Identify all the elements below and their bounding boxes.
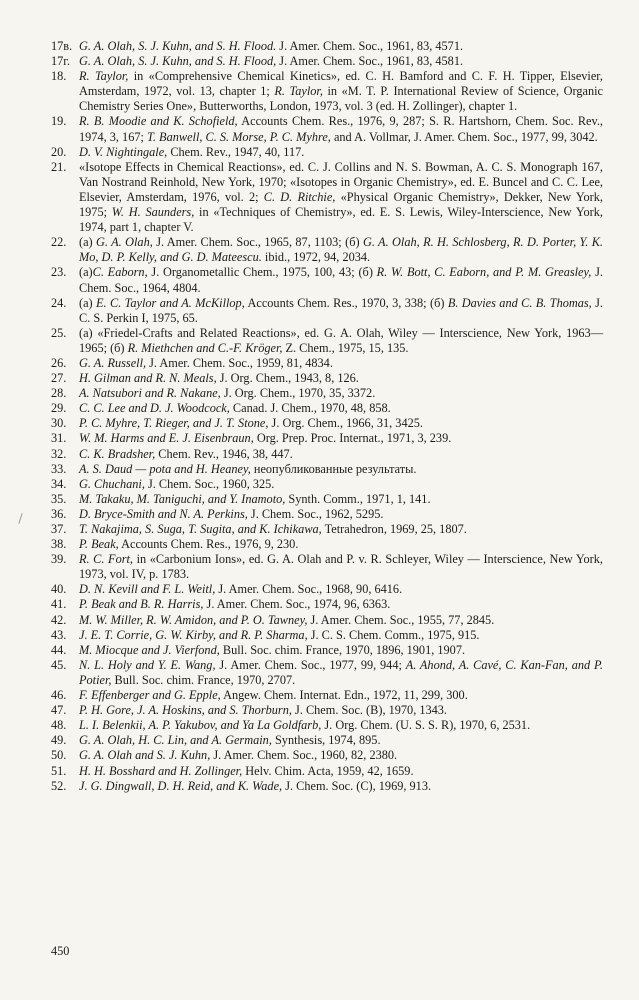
reference-citation: J. Amer. Chem. Soc., 1965, 87, 1103; (б) [152, 235, 363, 250]
reference-authors: P. Beak and B. R. Harris, [79, 597, 204, 612]
reference-authors: D. V. Nightingale, [79, 144, 168, 159]
reference-citation: J. Amer. Chem. Soc., 1977, 99, 944; [215, 657, 406, 672]
reference-citation: J. Org. Chem. (U. S. S. R), 1970, 6, 2531. [321, 718, 531, 733]
reference-number: 39. [51, 552, 67, 567]
reference-authors: E. C. Taylor and A. McKillop, [96, 295, 245, 310]
reference-text [79, 703, 603, 718]
reference-item [51, 628, 603, 643]
reference-authors: A. S. Daud — pota and H. Heaney, [79, 461, 251, 476]
reference-citation: Bull. Soc. chim. France, 1970, 2707. [111, 672, 296, 687]
reference-number: 22. [51, 235, 67, 250]
reference-citation: Chem. Rev., 1947, 40, 117. [167, 144, 305, 159]
reference-citation: and A. Vollmar, J. Amer. Chem. Soc., 1977, 99, 3042. [330, 129, 598, 144]
reference-text [79, 552, 603, 582]
reference-text [79, 371, 603, 386]
reference-citation: Org. Prep. Proc. Internat., 1971, 3, 239. [253, 431, 452, 446]
reference-item [51, 779, 603, 794]
reference-number: 38. [51, 537, 67, 552]
reference-number: 33. [51, 461, 67, 476]
reference-authors: R. C. Fort, [79, 552, 133, 567]
reference-text [79, 416, 603, 431]
reference-authors: J. G. Dingwall, D. H. Reid, and K. Wade, [79, 778, 283, 793]
reference-item [51, 643, 603, 658]
reference-authors: W. M. Harms and E. J. Eisenbraun, [79, 431, 254, 446]
reference-authors: G. A. Olah, [96, 235, 153, 250]
reference-citation: Canad. J. Chem., 1970, 48, 858. [229, 401, 391, 416]
reference-text [79, 54, 603, 69]
reference-authors: R. B. Moodie and K. Schofield, [79, 114, 238, 129]
reference-text [79, 733, 603, 748]
reference-number: 49. [51, 733, 67, 748]
reference-authors: G. Chuchani, [79, 476, 145, 491]
reference-text [79, 401, 603, 416]
reference-citation: Chem. Rev., 1946, 38, 447. [155, 446, 293, 461]
reference-citation: Z. Chem., 1975, 15, 135. [282, 340, 409, 355]
reference-text [79, 613, 603, 628]
reference-number: 36. [51, 506, 67, 521]
reference-number: 40. [51, 582, 67, 597]
reference-text [79, 477, 603, 492]
reference-number: 25. [51, 325, 67, 340]
reference-citation: Bull. Soc. chim. France, 1970, 1896, 1901, 1907. [219, 642, 466, 657]
reference-authors: D. N. Kevill and F. L. Weitl, [79, 582, 216, 597]
reference-authors: T. Banwell, C. S. Morse, P. C. Myhre, [146, 129, 331, 144]
reference-item [51, 733, 603, 748]
reference-citation: J. Chem. Soc., 1962, 5295. [247, 506, 384, 521]
reference-text [79, 582, 603, 597]
reference-citation: J. Amer. Chem. Soc., 1959, 81, 4834. [146, 355, 333, 370]
reference-citation: Accounts Chem. Res., 1976, 9, 230. [118, 537, 299, 552]
reference-item [51, 54, 603, 69]
reference-item [51, 371, 603, 386]
reference-citation: J. Organometallic Chem., 1975, 100, 43; (б) [147, 265, 377, 280]
reference-number: 45. [51, 657, 67, 672]
reference-text [79, 492, 603, 507]
reference-item [51, 356, 603, 371]
reference-item [51, 416, 603, 431]
reference-authors: C. K. Bradsher, [79, 446, 156, 461]
reference-authors: G. A. Olah, R. H. Schlosberg, R. D. Porter, Y. K. Mo, D. P. Kelly, and G. D. Mateescu. [79, 235, 603, 265]
reference-item [51, 296, 603, 326]
reference-text [79, 431, 603, 446]
reference-item [51, 477, 603, 492]
reference-authors: R. Miethchen and C.-F. Kröger, [127, 340, 283, 355]
reference-citation: in «Comprehensive Chemical Kinetics», ed. C. H. Bamford and C. F. H. Tipper, Elsevier, Amsterdam, 1972, vol. 13, chapter 1; [79, 69, 603, 99]
reference-number: 31. [51, 431, 67, 446]
reference-number: 19. [51, 114, 67, 129]
reference-text [79, 145, 603, 160]
reference-text [79, 326, 603, 356]
reference-citation: неопубликованные результаты. [250, 461, 417, 476]
reference-authors: G. A. Olah, H. C. Lin, and A. Germain, [79, 733, 272, 748]
reference-citation: Angew. Chem. Internat. Edn., 1972, 11, 299, 300. [220, 688, 468, 703]
reference-text [79, 628, 603, 643]
reference-citation: (a) [79, 235, 97, 250]
reference-citation: Tetrahedron, 1969, 25, 1807. [321, 522, 467, 536]
reference-authors: G. A. Olah and S. J. Kuhn, [79, 748, 211, 763]
reference-item [51, 431, 603, 446]
reference-number: 23. [51, 265, 67, 280]
reference-citation: Helv. Chim. Acta, 1959, 42, 1659. [242, 763, 414, 778]
reference-number: 48. [51, 718, 67, 733]
reference-number: 37. [51, 522, 67, 536]
reference-item [51, 582, 603, 597]
reference-item [51, 522, 603, 537]
reference-number: 34. [51, 476, 67, 491]
reference-number: 18. [51, 69, 67, 84]
reference-number: 27. [51, 371, 67, 386]
reference-item [51, 447, 603, 462]
reference-text [79, 507, 603, 522]
reference-number: 52. [51, 778, 67, 793]
reference-authors: C. C. Lee and D. J. Woodcock, [79, 401, 230, 416]
reference-text [79, 748, 603, 763]
reference-item [51, 552, 603, 582]
reference-list [51, 39, 603, 794]
reference-text [79, 764, 603, 779]
reference-number: 46. [51, 688, 67, 703]
reference-text [79, 160, 603, 235]
reference-citation: (a) [79, 295, 97, 310]
reference-text [79, 447, 603, 462]
reference-citation: J. Amer. Chem. Soc., 1961, 83, 4581. [276, 54, 464, 69]
reference-citation: J. Org. Chem., 1943, 8, 126. [216, 371, 359, 386]
reference-text [79, 537, 603, 552]
reference-authors: P. Beak, [79, 537, 119, 552]
reference-text [79, 688, 603, 703]
reference-text [79, 643, 603, 658]
reference-item [51, 597, 603, 612]
reference-citation: J. C. S. Chem. Comm., 1975, 915. [307, 627, 480, 642]
reference-citation: J. Org. Chem., 1966, 31, 3425. [268, 416, 423, 431]
reference-text [79, 597, 603, 612]
reference-citation: J. Org. Chem., 1970, 35, 3372. [220, 386, 376, 401]
reference-item [51, 613, 603, 628]
reference-number: 17г. [51, 54, 71, 69]
reference-item [51, 69, 603, 114]
reference-item [51, 658, 603, 688]
reference-item [51, 160, 603, 235]
reference-authors: A. Ahond, A. Cavé, C. Kan-Fan, and P. Potier, [79, 657, 603, 687]
reference-item [51, 386, 603, 401]
reference-number: 42. [51, 612, 67, 627]
reference-text [79, 235, 603, 265]
reference-text [79, 718, 603, 733]
reference-item [51, 507, 603, 522]
reference-authors: B. Davies and C. B. Thomas, [447, 295, 592, 310]
reference-citation: in «Techniques of Chemistry», ed. E. S. Lewis, Wiley-Interscience, New York, 1974, part 1, chapter V. [79, 205, 603, 235]
reference-item [51, 492, 603, 507]
reference-authors: P. C. Myhre, T. Rieger, and J. T. Stone, [79, 416, 269, 431]
reference-citation: J. Chem. Soc., 1964, 4804. [79, 265, 603, 295]
reference-text [79, 296, 603, 326]
reference-authors: C. Eaborn, [92, 265, 148, 280]
reference-citation: ibid., 1972, 94, 2034. [261, 250, 371, 265]
reference-text [79, 69, 603, 114]
reference-text [79, 39, 603, 54]
reference-authors: R. W. Bott, C. Eaborn, and P. M. Greasley, [376, 265, 592, 280]
reference-authors: J. E. T. Corrie, G. W. Kirby, and R. P. Sharma, [79, 627, 308, 642]
reference-text [79, 522, 603, 537]
reference-citation: «Isotope Effects in Chemical Reactions», ed. C. J. Collins and N. S. Bowman, A. C. S. Monograph 167, Van Nostrand Reinhold, New York, 1970; «Isotopes in Organic Chemistry», ed. E. Buncel and C. C. Lee, Elsevier, Amsterdam, 1976, vol. 2; [79, 159, 603, 204]
page-number: 450 [51, 944, 70, 958]
reference-text [79, 386, 603, 401]
reference-citation: in «M. T. P. International Review of Science, Organic Chemistry Series One», Butterworths, London, 1973, vol. 3 (ed. H. Zollinger), chapter 1. [79, 84, 604, 114]
reference-authors: L. I. Belenkii, A. P. Yakubov, and Ya La Goldfarb, [79, 718, 322, 733]
reference-authors: G. A. Olah, S. J. Kuhn, and S. H. Flood, [79, 54, 277, 69]
reference-number: 30. [51, 416, 67, 431]
reference-authors: H. Gilman and R. N. Meals, [79, 371, 217, 386]
reference-item [51, 326, 603, 356]
reference-authors: A. Natsubori and R. Nakane, [79, 386, 221, 401]
reference-item [51, 114, 603, 144]
reference-authors: M. W. Miller, R. W. Amidon, and P. O. Tawney, [79, 612, 308, 627]
reference-number: 32. [51, 446, 67, 461]
reference-text [79, 779, 603, 794]
reference-text [79, 265, 603, 295]
reference-authors: D. Bryce-Smith and N. A. Perkins, [79, 506, 248, 521]
reference-authors: T. Nakajima, S. Suga, T. Sugita, and K. Ichikawa, [79, 522, 322, 536]
reference-number: 41. [51, 597, 67, 612]
reference-authors: G. A. Russell, [79, 355, 147, 370]
reference-item [51, 401, 603, 416]
reference-authors: C. D. Ritchie, [263, 189, 336, 204]
reference-citation: (a) [79, 265, 93, 280]
reference-citation: J. Amer. Chem. Soc., 1960, 82, 2380. [210, 748, 398, 763]
reference-authors: F. Effenberger and G. Epple, [79, 688, 221, 703]
reference-citation: J. Chem. Soc., 1960, 325. [144, 476, 275, 491]
reference-item [51, 39, 603, 54]
reference-number: 20. [51, 144, 67, 159]
reference-citation: Accounts Chem. Res., 1976, 9, 287; S. R. Hartshorn, Chem. Soc. Rev., 1974, 3, 167; [79, 114, 603, 144]
reference-item [51, 764, 603, 779]
margin-pencil-mark [18, 513, 22, 524]
reference-number: 24. [51, 295, 67, 310]
reference-number: 17в. [51, 39, 73, 53]
reference-citation: «Physical Organic Chemistry», Dekker, New York, 1975; [79, 189, 603, 220]
reference-item [51, 145, 603, 160]
reference-number: 44. [51, 642, 67, 657]
reference-authors: N. L. Holy and Y. E. Wang, [79, 657, 216, 672]
reference-number: 26. [51, 355, 67, 370]
reference-number: 28. [51, 386, 67, 401]
reference-citation: J. C. S. Perkin I, 1975, 65. [79, 295, 604, 325]
reference-citation: J. Chem. Soc. (C), 1969, 913. [282, 778, 432, 793]
reference-text [79, 462, 603, 477]
reference-number: 43. [51, 627, 67, 642]
reference-authors: M. Miocque and J. Vierfond, [79, 642, 220, 657]
reference-item [51, 718, 603, 733]
reference-citation: Synthesis, 1974, 895. [271, 733, 381, 748]
reference-text [79, 658, 603, 688]
reference-citation: in «Carbonium Ions», ed. G. A. Olah and P. v. R. Schleyer, Wiley — Interscience, New York, 1973, vol. IV, p. 1783. [79, 552, 603, 582]
reference-citation: J. Amer. Chem. Soc., 1955, 77, 2845. [307, 612, 495, 627]
reference-item [51, 537, 603, 552]
reference-item [51, 235, 603, 265]
reference-authors: W. H. Saunders, [111, 205, 195, 220]
reference-number: 35. [51, 491, 67, 506]
reference-item [51, 703, 603, 718]
reference-item [51, 748, 603, 763]
reference-citation: (a) «Friedel-Crafts and Related Reactions», ed. G. A. Olah, Wiley — Interscience, New York, 1963—1965; (б) [79, 325, 603, 355]
reference-citation: J. Amer. Chem. Soc., 1961, 83, 4571. [276, 39, 464, 53]
reference-citation: Synth. Comm., 1971, 1, 141. [285, 491, 431, 506]
reference-authors: R. Taylor, [274, 84, 323, 99]
reference-citation: J. Chem. Soc. (B), 1970, 1343. [291, 703, 448, 718]
reference-text [79, 114, 603, 144]
reference-authors: R. Taylor, [79, 69, 129, 84]
reference-number: 29. [51, 401, 67, 416]
reference-item [51, 265, 603, 295]
reference-number: 21. [51, 159, 67, 174]
reference-authors: P. H. Gore, J. A. Hoskins, and S. Thorburn, [79, 703, 292, 718]
reference-item [51, 688, 603, 703]
reference-authors: H. H. Bosshard and H. Zollinger, [79, 763, 243, 778]
reference-number: 47. [51, 703, 67, 718]
reference-item [51, 462, 603, 477]
reference-number: 50. [51, 748, 67, 763]
reference-text [79, 356, 603, 371]
reference-authors: G. A. Olah, S. J. Kuhn, and S. H. Flood. [79, 39, 277, 53]
reference-citation: J. Amer. Chem. Soc., 1974, 96, 6363. [203, 597, 391, 612]
reference-number: 51. [51, 763, 67, 778]
reference-authors: M. Takaku, M. Taniguchi, and Y. Inamoto, [79, 491, 286, 506]
reference-citation: J. Amer. Chem. Soc., 1968, 90, 6416. [215, 582, 403, 597]
reference-citation: Accounts Chem. Res., 1970, 3, 338; (б) [244, 295, 448, 310]
